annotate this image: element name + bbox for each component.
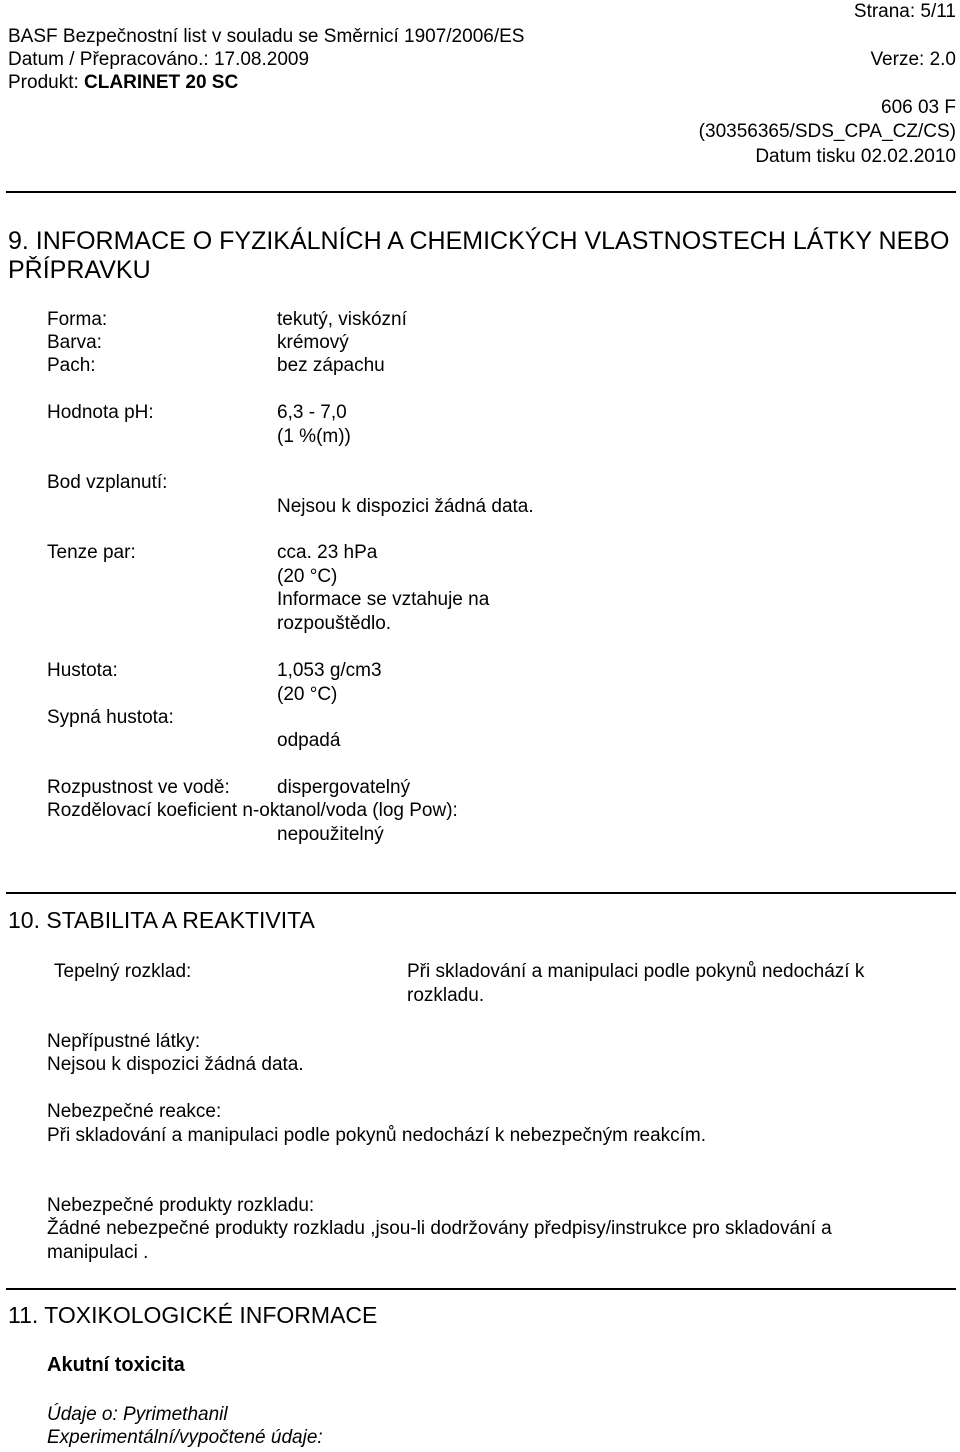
revision-date <box>8 48 309 71</box>
hazardous-reactions-label: Nebezpečné reakce: <box>47 1101 222 1122</box>
incompatible-materials-value: Nejsou k dispozici žádná data. <box>47 1054 304 1075</box>
ph-label: Hodnota pH: <box>47 402 154 423</box>
decomposition-products-value1: Žádné nebezpečné produkty rozkladu ,jsou-li dodržovány předpisy/instrukce pro skladování a <box>47 1218 832 1239</box>
header-rule <box>6 191 956 193</box>
section10-rule <box>6 892 956 894</box>
section11-title: 11. TOXIKOLOGICKÉ INFORMACE <box>8 1302 378 1328</box>
incompatible-materials-label: Nepřípustné látky: <box>47 1031 201 1052</box>
section10-title: 10. STABILITA A REAKTIVITA <box>8 907 315 933</box>
bulk-density-label: Sypná hustota: <box>47 707 174 728</box>
vapor-pressure-label: Tenze par: <box>47 542 136 563</box>
thermal-decomposition-value2: rozkladu. <box>407 985 485 1006</box>
product-name: CLARINET 20 SC <box>84 72 239 93</box>
decomposition-products-label: Nebezpečné produkty rozkladu: <box>47 1195 315 1216</box>
page-number: Strana: 5/11 <box>853 1 956 22</box>
partition-value: nepoužitelný <box>277 824 384 845</box>
document-code: (30356365/SDS_CPA_CZ/CS) <box>698 121 956 142</box>
vapor-pressure-note2: rozpouštědlo. <box>277 613 392 634</box>
product-code: 606 03 F <box>881 97 956 118</box>
density-value: 1,053 g/cm3 <box>277 660 382 681</box>
print-date: Datum tisku 02.02.2010 <box>755 146 956 167</box>
partition-label: Rozdělovací koeficient n-oktanol/voda (log Pow): <box>47 800 458 821</box>
revision-date-label: Datum / Přepracováno.: <box>8 49 209 70</box>
flash-point-label: Bod vzplanutí: <box>47 472 168 493</box>
solubility-label: Rozpustnost ve vodě: <box>47 777 230 798</box>
thermal-decomposition-value1: Při skladování a manipulaci podle pokynů nedochází k <box>407 961 865 982</box>
solubility-value: dispergovatelný <box>277 777 411 798</box>
thermal-decomposition-label: Tepelný rozklad: <box>54 961 192 982</box>
product-label: Produkt: <box>8 72 79 93</box>
density-label: Hustota: <box>47 660 118 681</box>
section9-title-line2: PŘÍPRAVKU <box>8 256 151 284</box>
data-on-substance: Údaje o: Pyrimethanil <box>47 1404 228 1425</box>
product <box>8 71 238 94</box>
section11-rule <box>6 1288 956 1290</box>
barva-value: krémový <box>277 332 349 353</box>
version: Verze: 2.0 <box>870 49 956 70</box>
barva-label: Barva: <box>47 332 102 353</box>
vapor-pressure-temp: (20 °C) <box>277 566 338 587</box>
forma-label: Forma: <box>47 309 108 330</box>
ph-note: (1 %(m)) <box>277 426 351 447</box>
pach-value: bez zápachu <box>277 355 385 376</box>
forma-value: tekutý, viskózní <box>277 309 407 330</box>
vapor-pressure-value: cca. 23 hPa <box>277 542 378 563</box>
ph-value: 6,3 - 7,0 <box>277 402 347 423</box>
section9-title-line1: 9. INFORMACE O FYZIKÁLNÍCH A CHEMICKÝCH VLASTNOSTECH LÁTKY NEBO <box>8 227 950 255</box>
decomposition-products-value2: manipulaci . <box>47 1242 149 1263</box>
vapor-pressure-note1: Informace se vztahuje na <box>277 589 490 610</box>
experimental-data-label: Experimentální/vypočtené údaje: <box>47 1427 323 1448</box>
sds-regulation-line: BASF Bezpečnostní list v souladu se Směrnicí 1907/2006/ES <box>8 26 525 47</box>
hazardous-reactions-value: Při skladování a manipulaci podle pokynů nedochází k nebezpečným reakcím. <box>47 1125 707 1146</box>
bulk-density-value: odpadá <box>277 730 341 751</box>
acute-toxicity-heading: Akutní toxicita <box>47 1354 185 1376</box>
density-temp: (20 °C) <box>277 684 338 705</box>
pach-label: Pach: <box>47 355 96 376</box>
flash-point-value: Nejsou k dispozici žádná data. <box>277 496 534 517</box>
revision-date-value: 17.08.2009 <box>213 49 310 70</box>
